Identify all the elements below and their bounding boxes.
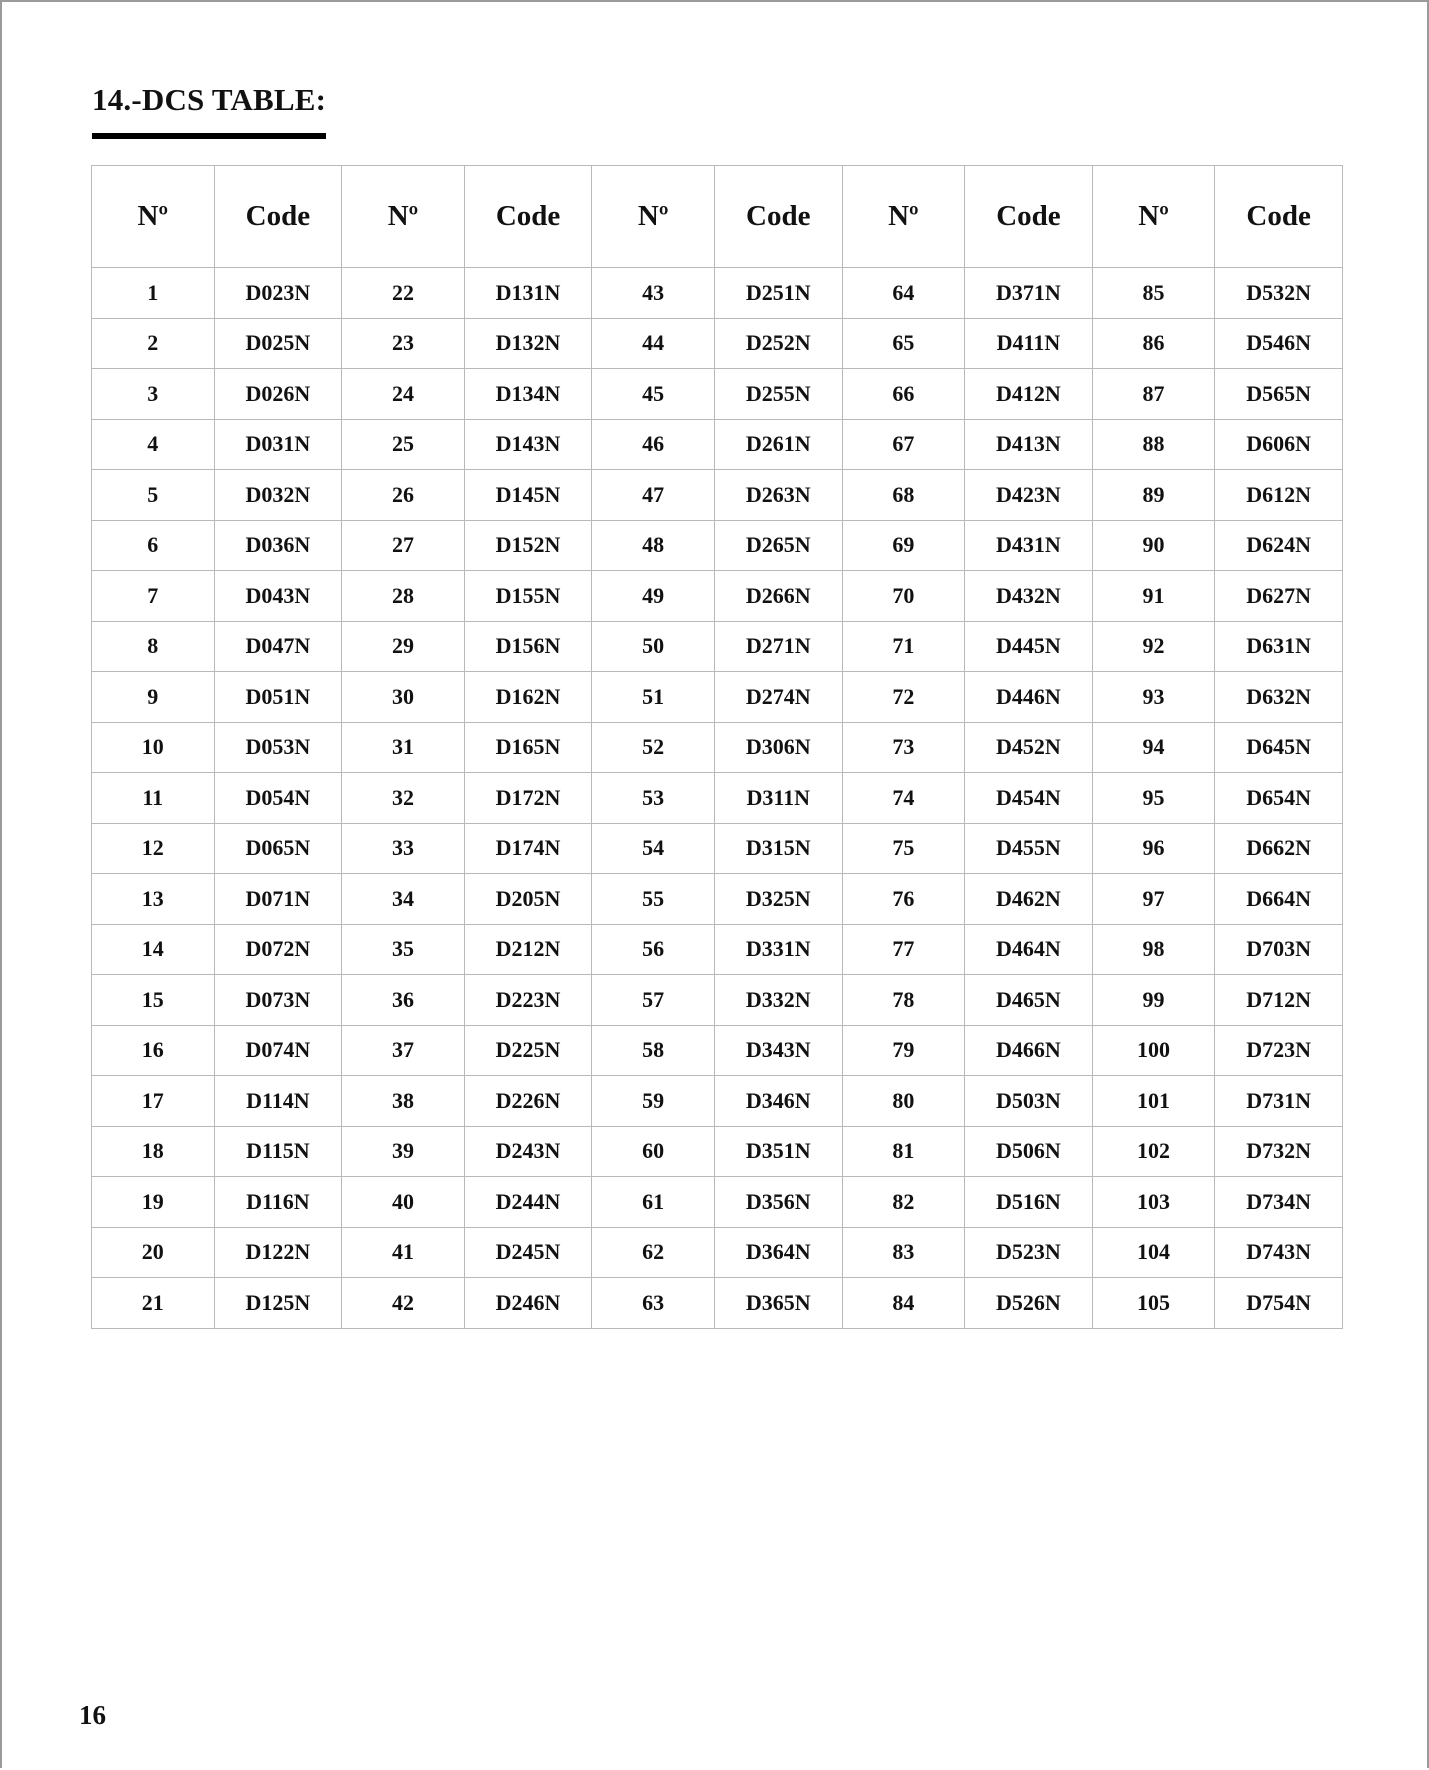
code-cell: D523N bbox=[965, 1227, 1093, 1278]
code-cell: D172N bbox=[464, 773, 592, 824]
number-cell: 68 bbox=[842, 470, 965, 521]
column-header-number: Nº bbox=[592, 166, 715, 268]
code-cell: D223N bbox=[464, 975, 592, 1026]
code-cell: D532N bbox=[1215, 268, 1343, 319]
number-cell: 52 bbox=[592, 722, 715, 773]
code-cell: D612N bbox=[1215, 470, 1343, 521]
code-cell: D261N bbox=[714, 419, 842, 470]
code-cell: D731N bbox=[1215, 1076, 1343, 1127]
column-header-number: Nº bbox=[92, 166, 215, 268]
code-cell: D152N bbox=[464, 520, 592, 571]
code-cell: D565N bbox=[1215, 369, 1343, 420]
table-row bbox=[92, 1177, 1343, 1228]
number-cell: 49 bbox=[592, 571, 715, 622]
number-cell: 27 bbox=[342, 520, 465, 571]
code-cell: D245N bbox=[464, 1227, 592, 1278]
number-cell: 11 bbox=[92, 773, 215, 824]
number-cell: 56 bbox=[592, 924, 715, 975]
code-cell: D131N bbox=[464, 268, 592, 319]
number-cell: 31 bbox=[342, 722, 465, 773]
number-cell: 82 bbox=[842, 1177, 965, 1228]
code-cell: D032N bbox=[214, 470, 342, 521]
number-cell: 19 bbox=[92, 1177, 215, 1228]
code-cell: D455N bbox=[965, 823, 1093, 874]
number-cell: 96 bbox=[1092, 823, 1215, 874]
code-cell: D026N bbox=[214, 369, 342, 420]
number-cell: 58 bbox=[592, 1025, 715, 1076]
number-cell: 75 bbox=[842, 823, 965, 874]
code-cell: D452N bbox=[965, 722, 1093, 773]
number-cell: 83 bbox=[842, 1227, 965, 1278]
number-cell: 20 bbox=[92, 1227, 215, 1278]
number-cell: 40 bbox=[342, 1177, 465, 1228]
code-cell: D351N bbox=[714, 1126, 842, 1177]
number-cell: 50 bbox=[592, 621, 715, 672]
code-cell: D265N bbox=[714, 520, 842, 571]
code-cell: D712N bbox=[1215, 975, 1343, 1026]
code-cell: D662N bbox=[1215, 823, 1343, 874]
code-cell: D143N bbox=[464, 419, 592, 470]
code-cell: D244N bbox=[464, 1177, 592, 1228]
code-cell: D212N bbox=[464, 924, 592, 975]
number-cell: 59 bbox=[592, 1076, 715, 1127]
number-cell: 100 bbox=[1092, 1025, 1215, 1076]
code-cell: D365N bbox=[714, 1278, 842, 1329]
code-cell: D311N bbox=[714, 773, 842, 824]
code-cell: D162N bbox=[464, 672, 592, 723]
number-cell: 94 bbox=[1092, 722, 1215, 773]
code-cell: D025N bbox=[214, 318, 342, 369]
code-cell: D606N bbox=[1215, 419, 1343, 470]
number-cell: 3 bbox=[92, 369, 215, 420]
number-cell: 43 bbox=[592, 268, 715, 319]
number-cell: 25 bbox=[342, 419, 465, 470]
number-cell: 35 bbox=[342, 924, 465, 975]
code-cell: D346N bbox=[714, 1076, 842, 1127]
number-cell: 46 bbox=[592, 419, 715, 470]
number-cell: 16 bbox=[92, 1025, 215, 1076]
number-cell: 39 bbox=[342, 1126, 465, 1177]
code-cell: D343N bbox=[714, 1025, 842, 1076]
code-cell: D432N bbox=[965, 571, 1093, 622]
column-header-code: Code bbox=[714, 166, 842, 268]
number-cell: 2 bbox=[92, 318, 215, 369]
number-cell: 61 bbox=[592, 1177, 715, 1228]
number-cell: 78 bbox=[842, 975, 965, 1026]
column-header-code: Code bbox=[464, 166, 592, 268]
number-cell: 98 bbox=[1092, 924, 1215, 975]
number-cell: 9 bbox=[92, 672, 215, 723]
table-row bbox=[92, 1126, 1343, 1177]
number-cell: 92 bbox=[1092, 621, 1215, 672]
code-cell: D252N bbox=[714, 318, 842, 369]
code-cell: D754N bbox=[1215, 1278, 1343, 1329]
number-cell: 21 bbox=[92, 1278, 215, 1329]
number-cell: 1 bbox=[92, 268, 215, 319]
code-cell: D274N bbox=[714, 672, 842, 723]
code-cell: D723N bbox=[1215, 1025, 1343, 1076]
table-row bbox=[92, 470, 1343, 521]
table-row bbox=[92, 1076, 1343, 1127]
code-cell: D145N bbox=[464, 470, 592, 521]
code-cell: D632N bbox=[1215, 672, 1343, 723]
table-row bbox=[92, 621, 1343, 672]
code-cell: D205N bbox=[464, 874, 592, 925]
code-cell: D364N bbox=[714, 1227, 842, 1278]
number-cell: 48 bbox=[592, 520, 715, 571]
number-cell: 24 bbox=[342, 369, 465, 420]
code-cell: D125N bbox=[214, 1278, 342, 1329]
number-cell: 4 bbox=[92, 419, 215, 470]
code-cell: D371N bbox=[965, 268, 1093, 319]
number-cell: 12 bbox=[92, 823, 215, 874]
number-cell: 69 bbox=[842, 520, 965, 571]
section-title: 14.-DCS TABLE: bbox=[92, 82, 327, 117]
number-cell: 95 bbox=[1092, 773, 1215, 824]
code-cell: D116N bbox=[214, 1177, 342, 1228]
number-cell: 71 bbox=[842, 621, 965, 672]
code-cell: D454N bbox=[965, 773, 1093, 824]
code-cell: D743N bbox=[1215, 1227, 1343, 1278]
number-cell: 23 bbox=[342, 318, 465, 369]
number-cell: 32 bbox=[342, 773, 465, 824]
code-cell: D255N bbox=[714, 369, 842, 420]
number-cell: 103 bbox=[1092, 1177, 1215, 1228]
code-cell: D516N bbox=[965, 1177, 1093, 1228]
code-cell: D306N bbox=[714, 722, 842, 773]
table-row bbox=[92, 268, 1343, 319]
number-cell: 72 bbox=[842, 672, 965, 723]
number-cell: 33 bbox=[342, 823, 465, 874]
number-cell: 47 bbox=[592, 470, 715, 521]
code-cell: D703N bbox=[1215, 924, 1343, 975]
table-row bbox=[92, 1025, 1343, 1076]
number-cell: 41 bbox=[342, 1227, 465, 1278]
number-cell: 63 bbox=[592, 1278, 715, 1329]
code-cell: D155N bbox=[464, 571, 592, 622]
number-cell: 55 bbox=[592, 874, 715, 925]
code-cell: D734N bbox=[1215, 1177, 1343, 1228]
number-cell: 38 bbox=[342, 1076, 465, 1127]
number-cell: 53 bbox=[592, 773, 715, 824]
code-cell: D072N bbox=[214, 924, 342, 975]
number-cell: 5 bbox=[92, 470, 215, 521]
number-cell: 6 bbox=[92, 520, 215, 571]
code-cell: D331N bbox=[714, 924, 842, 975]
number-cell: 87 bbox=[1092, 369, 1215, 420]
number-cell: 90 bbox=[1092, 520, 1215, 571]
code-cell: D446N bbox=[965, 672, 1093, 723]
table-row bbox=[92, 672, 1343, 723]
number-cell: 73 bbox=[842, 722, 965, 773]
code-cell: D506N bbox=[965, 1126, 1093, 1177]
number-cell: 54 bbox=[592, 823, 715, 874]
code-cell: D411N bbox=[965, 318, 1093, 369]
code-cell: D051N bbox=[214, 672, 342, 723]
code-cell: D225N bbox=[464, 1025, 592, 1076]
number-cell: 81 bbox=[842, 1126, 965, 1177]
code-cell: D074N bbox=[214, 1025, 342, 1076]
title-underline bbox=[92, 133, 326, 139]
number-cell: 66 bbox=[842, 369, 965, 420]
table-row bbox=[92, 520, 1343, 571]
code-cell: D036N bbox=[214, 520, 342, 571]
code-cell: D243N bbox=[464, 1126, 592, 1177]
code-cell: D462N bbox=[965, 874, 1093, 925]
table-row bbox=[92, 975, 1343, 1026]
column-header-number: Nº bbox=[842, 166, 965, 268]
code-cell: D315N bbox=[714, 823, 842, 874]
code-cell: D226N bbox=[464, 1076, 592, 1127]
number-cell: 17 bbox=[92, 1076, 215, 1127]
code-cell: D546N bbox=[1215, 318, 1343, 369]
code-cell: D263N bbox=[714, 470, 842, 521]
column-header-number: Nº bbox=[342, 166, 465, 268]
code-cell: D356N bbox=[714, 1177, 842, 1228]
code-cell: D466N bbox=[965, 1025, 1093, 1076]
number-cell: 105 bbox=[1092, 1278, 1215, 1329]
number-cell: 42 bbox=[342, 1278, 465, 1329]
table-row bbox=[92, 1227, 1343, 1278]
number-cell: 65 bbox=[842, 318, 965, 369]
code-cell: D627N bbox=[1215, 571, 1343, 622]
column-header-number: Nº bbox=[1092, 166, 1215, 268]
number-cell: 62 bbox=[592, 1227, 715, 1278]
number-cell: 89 bbox=[1092, 470, 1215, 521]
number-cell: 8 bbox=[92, 621, 215, 672]
code-cell: D732N bbox=[1215, 1126, 1343, 1177]
column-header-code: Code bbox=[1215, 166, 1343, 268]
number-cell: 60 bbox=[592, 1126, 715, 1177]
page-number: 16 bbox=[79, 1700, 106, 1730]
number-cell: 91 bbox=[1092, 571, 1215, 622]
code-cell: D645N bbox=[1215, 722, 1343, 773]
number-cell: 86 bbox=[1092, 318, 1215, 369]
number-cell: 28 bbox=[342, 571, 465, 622]
code-cell: D043N bbox=[214, 571, 342, 622]
code-cell: D423N bbox=[965, 470, 1093, 521]
number-cell: 84 bbox=[842, 1278, 965, 1329]
table-row bbox=[92, 773, 1343, 824]
code-cell: D271N bbox=[714, 621, 842, 672]
dcs-table bbox=[91, 165, 1343, 1329]
number-cell: 44 bbox=[592, 318, 715, 369]
code-cell: D266N bbox=[714, 571, 842, 622]
table-header-row bbox=[92, 166, 1343, 268]
number-cell: 97 bbox=[1092, 874, 1215, 925]
code-cell: D053N bbox=[214, 722, 342, 773]
code-cell: D031N bbox=[214, 419, 342, 470]
code-cell: D073N bbox=[214, 975, 342, 1026]
number-cell: 80 bbox=[842, 1076, 965, 1127]
table-row bbox=[92, 722, 1343, 773]
code-cell: D412N bbox=[965, 369, 1093, 420]
code-cell: D332N bbox=[714, 975, 842, 1026]
number-cell: 99 bbox=[1092, 975, 1215, 1026]
number-cell: 15 bbox=[92, 975, 215, 1026]
number-cell: 14 bbox=[92, 924, 215, 975]
number-cell: 34 bbox=[342, 874, 465, 925]
number-cell: 88 bbox=[1092, 419, 1215, 470]
table-row bbox=[92, 419, 1343, 470]
number-cell: 36 bbox=[342, 975, 465, 1026]
code-cell: D654N bbox=[1215, 773, 1343, 824]
number-cell: 13 bbox=[92, 874, 215, 925]
code-cell: D115N bbox=[214, 1126, 342, 1177]
number-cell: 7 bbox=[92, 571, 215, 622]
code-cell: D631N bbox=[1215, 621, 1343, 672]
code-cell: D246N bbox=[464, 1278, 592, 1329]
code-cell: D114N bbox=[214, 1076, 342, 1127]
code-cell: D445N bbox=[965, 621, 1093, 672]
number-cell: 10 bbox=[92, 722, 215, 773]
table-row bbox=[92, 369, 1343, 420]
number-cell: 30 bbox=[342, 672, 465, 723]
table-row bbox=[92, 1278, 1343, 1329]
code-cell: D624N bbox=[1215, 520, 1343, 571]
table-row bbox=[92, 571, 1343, 622]
code-cell: D325N bbox=[714, 874, 842, 925]
table-row bbox=[92, 823, 1343, 874]
number-cell: 37 bbox=[342, 1025, 465, 1076]
table-row bbox=[92, 924, 1343, 975]
table-body bbox=[92, 268, 1343, 1329]
code-cell: D071N bbox=[214, 874, 342, 925]
number-cell: 18 bbox=[92, 1126, 215, 1177]
code-cell: D526N bbox=[965, 1278, 1093, 1329]
column-header-code: Code bbox=[965, 166, 1093, 268]
number-cell: 67 bbox=[842, 419, 965, 470]
number-cell: 79 bbox=[842, 1025, 965, 1076]
code-cell: D413N bbox=[965, 419, 1093, 470]
number-cell: 102 bbox=[1092, 1126, 1215, 1177]
number-cell: 51 bbox=[592, 672, 715, 723]
column-header-code: Code bbox=[214, 166, 342, 268]
table-row bbox=[92, 318, 1343, 369]
code-cell: D065N bbox=[214, 823, 342, 874]
code-cell: D156N bbox=[464, 621, 592, 672]
number-cell: 64 bbox=[842, 268, 965, 319]
number-cell: 93 bbox=[1092, 672, 1215, 723]
table-row bbox=[92, 874, 1343, 925]
code-cell: D134N bbox=[464, 369, 592, 420]
number-cell: 77 bbox=[842, 924, 965, 975]
code-cell: D431N bbox=[965, 520, 1093, 571]
number-cell: 101 bbox=[1092, 1076, 1215, 1127]
code-cell: D465N bbox=[965, 975, 1093, 1026]
code-cell: D054N bbox=[214, 773, 342, 824]
number-cell: 22 bbox=[342, 268, 465, 319]
number-cell: 45 bbox=[592, 369, 715, 420]
code-cell: D174N bbox=[464, 823, 592, 874]
number-cell: 104 bbox=[1092, 1227, 1215, 1278]
number-cell: 57 bbox=[592, 975, 715, 1026]
code-cell: D165N bbox=[464, 722, 592, 773]
code-cell: D664N bbox=[1215, 874, 1343, 925]
code-cell: D464N bbox=[965, 924, 1093, 975]
number-cell: 76 bbox=[842, 874, 965, 925]
code-cell: D122N bbox=[214, 1227, 342, 1278]
number-cell: 74 bbox=[842, 773, 965, 824]
code-cell: D132N bbox=[464, 318, 592, 369]
number-cell: 85 bbox=[1092, 268, 1215, 319]
number-cell: 26 bbox=[342, 470, 465, 521]
code-cell: D047N bbox=[214, 621, 342, 672]
number-cell: 70 bbox=[842, 571, 965, 622]
code-cell: D251N bbox=[714, 268, 842, 319]
code-cell: D023N bbox=[214, 268, 342, 319]
code-cell: D503N bbox=[965, 1076, 1093, 1127]
number-cell: 29 bbox=[342, 621, 465, 672]
